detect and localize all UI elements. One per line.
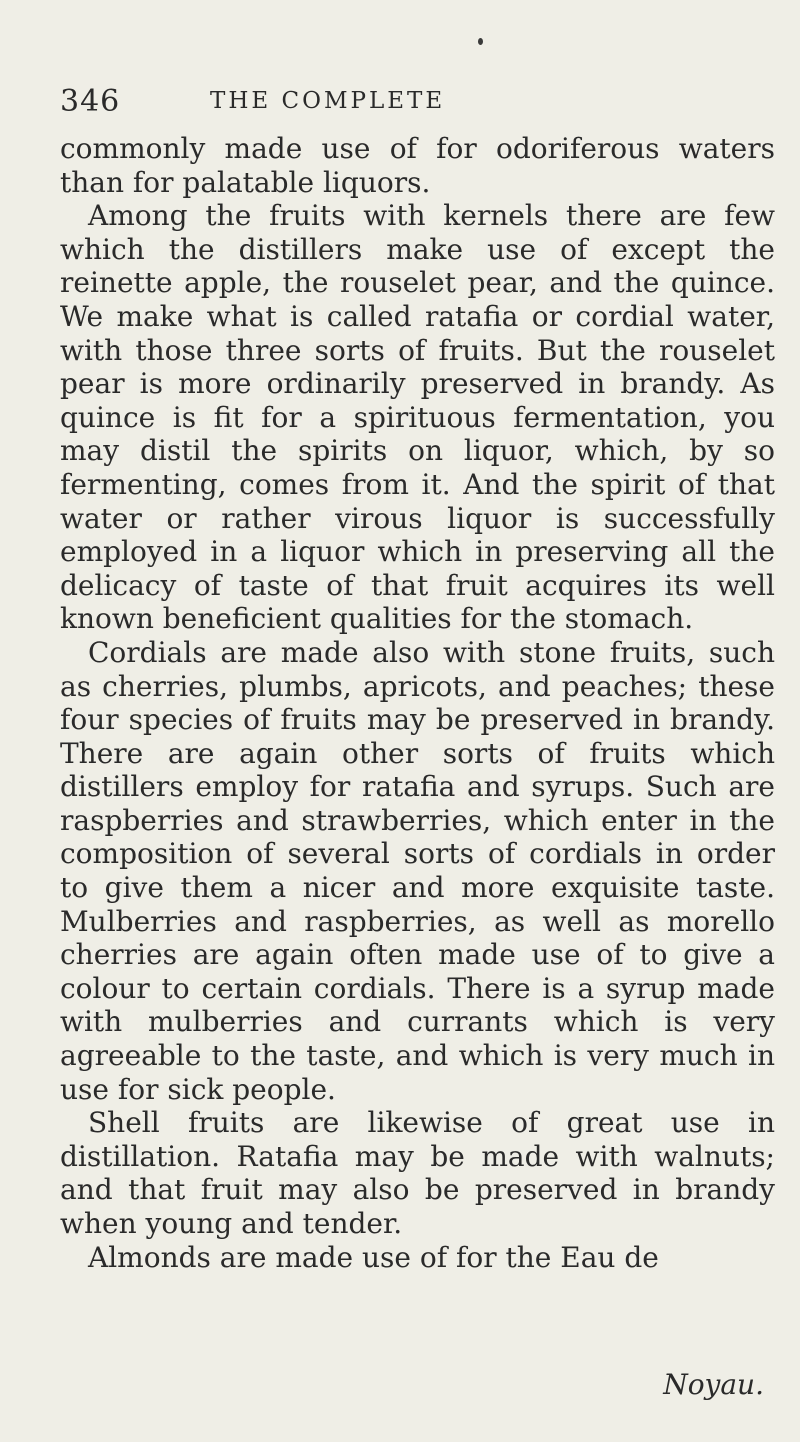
page-number: 346 [60, 84, 121, 119]
paragraph-stone-fruits: Cordials are made also with stone fruits, such as cherries, plumbs, apricots, and peaches; these four species of fruits may be preserved in brandy. There are again other sorts of fruits which distillers employ for ratafia and syrups. Such are raspberries and strawberries, which enter in the composition of several sorts of cordials in order to give them a nicer and more exquisite taste. Mulberries and raspberries, as well as morello cherries are again often made use of to give a colour to certain cordials. There is a syrup made with mulberries and currants which is very agreeable to the taste, and which is very much in use for sick people. [60, 635, 775, 1106]
ink-speck [478, 38, 483, 45]
page-header [60, 84, 760, 124]
paragraph-continuation: commonly made use of for odoriferous waters than for palatable liquors. [60, 132, 775, 199]
paragraph-almonds: Almonds are made use of for the Eau de [88, 1240, 659, 1274]
running-head: THE COMPLETE [210, 88, 446, 114]
paragraph-shell-fruits: Shell fruits are likewise of great use in distillation. Ratafia may be made with walnuts; and that fruit may also be preserved in brandy when young and tender. [60, 1106, 775, 1240]
paragraph-kernel-fruits: Among the fruits with kernels there are few which the distillers make use of except the reinette apple, the rouselet pear, and the quince. We make what is called ratafia or cordial water, with those three sorts of fruits. But the rouselet pear is more ordinarily preserved in brandy. As quince is fit for a spirituous fermentation, you may distil the spirits on liquor, which, by so fermenting, comes from it. And the spirit of that water or rather virous liquor is successfully employed in a liquor which in preserving all the delicacy of taste of that fruit acquires its well known beneficient qualities for the stomach. [60, 199, 775, 636]
body-text [60, 132, 775, 1274]
catchword: Noyau. [663, 1368, 764, 1401]
